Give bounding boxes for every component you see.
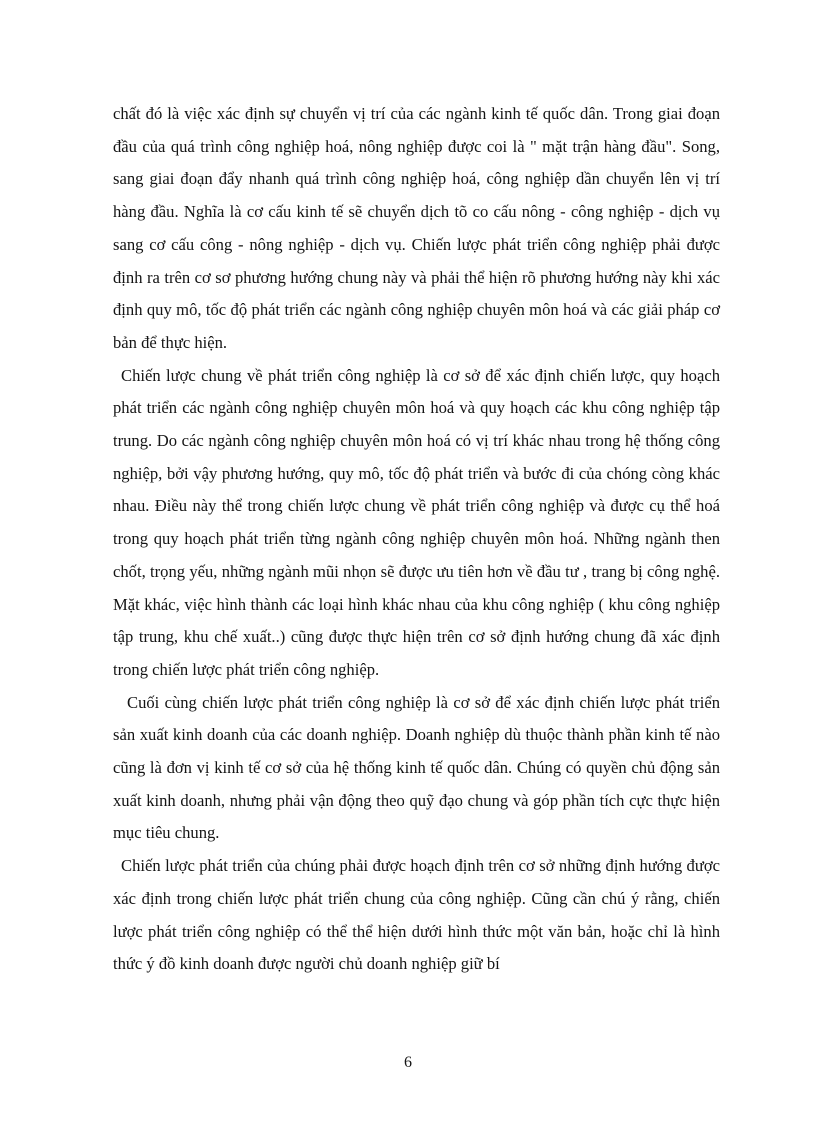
body-text: [113, 98, 720, 981]
paragraph-2: Chiến lược chung về phát triển công nghiệp là cơ sở để xác định chiến lược, quy hoạch phát triển các ngành công nghiệp chuyên môn hoá và quy hoạch các khu công nghiệp tập trung. Do các ngành công nghiệp chuyên môn hoá có vị trí khác nhau trong hệ thống công nghiệp, bởi vậy phương hướng, quy mô, tốc độ phát triển và bước đi của chóng còng khác nhau. Điều này thể trong chiến lược chung về phát triển công nghiệp và được cụ thể hoá trong quy hoạch phát triển từng ngành công nghiệp chuyên môn hoá. Những ngành then chốt, trọng yếu, những ngành mũi nhọn sẽ được ưu tiên hơn về đầu tư , trang bị công nghệ. Mặt khác, việc hình thành các loại hình khác nhau của khu công nghiệp ( khu công nghiệp tập trung, khu chế xuất..) cũng được thực hiện trên cơ sở định hướng chung đã xác định trong chiến lược phát triển công nghiệp.: [113, 365, 720, 679]
paragraph-3: Cuối cùng chiến lược phát triển công nghiệp là cơ sở để xác định chiến lược phát triển sản xuất kinh doanh của các doanh nghiệp. Doanh nghiệp dù thuộc thành phần kinh tế nào cũng là đơn vị kinh tế cơ sở của hệ thống kinh tế quốc dân. Chúng có quyền chủ động sản xuất kinh doanh, nhưng phải vận động theo quỹ đạo chung và góp phần tích cực thực hiện mục tiêu chung.: [113, 692, 720, 843]
page-number: 6: [404, 1054, 412, 1071]
paragraph-1: chất đó là việc xác định sự chuyển vị trí của các ngành kinh tế quốc dân. Trong giai đoạn đầu của quá trình công nghiệp hoá, nông nghiệp được coi là " mặt trận hàng đầu". Song, sang giai đoạn đẩy nhanh quá trình công nghiệp hoá, công nghiệp dần chuyển lên vị trí hàng đầu. Nghĩa là cơ cấu kinh tế sẽ chuyển dịch tõ co cấu nông - công nghiệp - dịch vụ sang cơ cấu công - nông nghiệp - dịch vụ. Chiến lược phát triển công nghiệp phải được định ra trên cơ sơ phương hướng chung này và phải thể hiện rõ phương hướng này khi xác định quy mô, tốc độ phát triển các ngành công nghiệp chuyên môn hoá và các giải pháp cơ bản để thực hiện.: [113, 104, 720, 352]
paragraph-4: Chiến lược phát triển của chúng phải được hoạch định trên cơ sở những định hướng được xác định trong chiến lược phát triển chung của công nghiệp. Cũng cần chú ý rằng, chiến lược phát triển công nghiệp có thể thể hiện dưới hình thức một văn bản, hoặc chỉ là hình thức ý đồ kinh doanh được người chủ doanh nghiệp giữ bí: [113, 856, 720, 974]
